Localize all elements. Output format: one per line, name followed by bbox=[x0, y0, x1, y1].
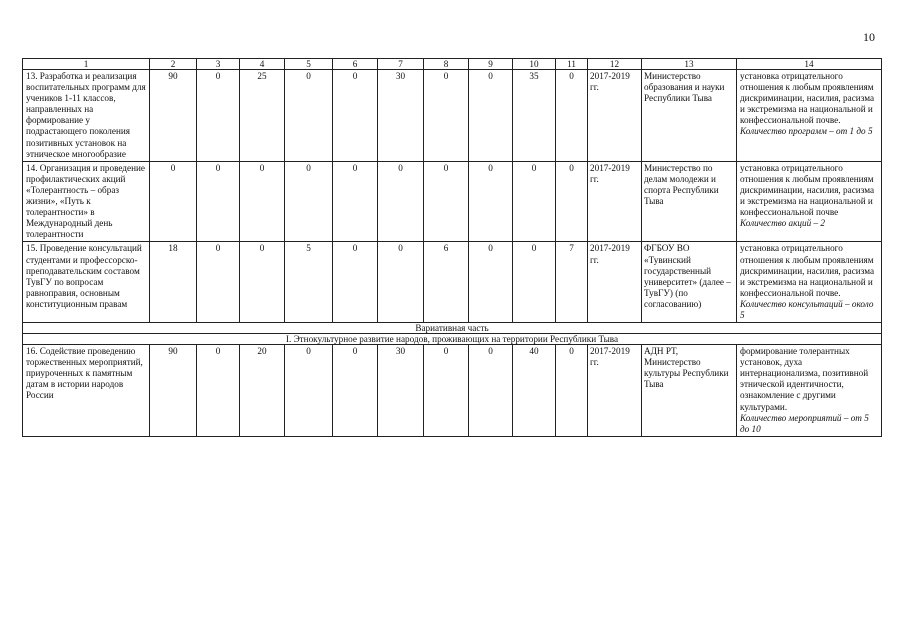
value-cell: 30 bbox=[378, 70, 424, 162]
value-cell: 0 bbox=[333, 161, 378, 242]
result-text: установка отрицательного отношения к любым проявлениям дискриминации, насилия, расизма и экстремизма на национальной и конфессиональной почве. bbox=[740, 71, 875, 126]
value-cell: 0 bbox=[469, 345, 513, 437]
period-cell: 2017-2019 гг. bbox=[588, 242, 642, 323]
table-row bbox=[23, 70, 882, 162]
value-cell: 0 bbox=[469, 70, 513, 162]
value-cell: 0 bbox=[285, 345, 333, 437]
value-cell: 0 bbox=[556, 161, 588, 242]
value-cell: 0 bbox=[513, 161, 556, 242]
program-table bbox=[22, 58, 882, 437]
executor-cell: Министерство по делам молодежи и спорта Республики Тыва bbox=[642, 161, 737, 242]
value-cell: 0 bbox=[197, 242, 240, 323]
subsection-row bbox=[23, 334, 882, 345]
executor-cell: ФГБОУ ВО «Тувинский государственный университет» (далее – ТувГУ) (по согласованию) bbox=[642, 242, 737, 323]
value-cell: 5 bbox=[285, 242, 333, 323]
col-header: 12 bbox=[588, 59, 642, 70]
col-header: 9 bbox=[469, 59, 513, 70]
value-cell: 18 bbox=[150, 242, 197, 323]
activity-name: 14. Организация и проведение профилактических акций «Толерантность – образ жизни», «Путь к толерантности» в Международный день толерантности bbox=[23, 161, 150, 242]
result-cell bbox=[737, 161, 882, 242]
value-cell: 0 bbox=[197, 70, 240, 162]
value-cell: 0 bbox=[240, 161, 285, 242]
result-cell bbox=[737, 345, 882, 437]
period-cell: 2017-2019 гг. bbox=[588, 161, 642, 242]
value-cell: 0 bbox=[197, 161, 240, 242]
value-cell: 0 bbox=[197, 345, 240, 437]
value-cell: 0 bbox=[513, 242, 556, 323]
result-note: Количество мероприятий – от 5 до 10 bbox=[740, 412, 869, 434]
result-note: Количество программ – от 1 до 5 bbox=[740, 126, 873, 137]
result-text: формирование толерантных установок, духа интернационализма, позитивной этнической идентичности, ознакомление с другими культурами. bbox=[740, 346, 869, 412]
value-cell: 0 bbox=[150, 161, 197, 242]
col-header: 14 bbox=[737, 59, 882, 70]
value-cell: 30 bbox=[378, 345, 424, 437]
value-cell: 0 bbox=[285, 161, 333, 242]
value-cell: 40 bbox=[513, 345, 556, 437]
value-cell: 0 bbox=[333, 242, 378, 323]
value-cell: 0 bbox=[240, 242, 285, 323]
value-cell: 7 bbox=[556, 242, 588, 323]
value-cell: 0 bbox=[333, 70, 378, 162]
period-cell: 2017-2019 гг. bbox=[588, 345, 642, 437]
col-header: 5 bbox=[285, 59, 333, 70]
value-cell: 90 bbox=[150, 70, 197, 162]
value-cell: 0 bbox=[556, 70, 588, 162]
col-header: 13 bbox=[642, 59, 737, 70]
col-header: 4 bbox=[240, 59, 285, 70]
page-number: 10 bbox=[863, 30, 875, 44]
table-body-sections bbox=[23, 323, 882, 345]
table-body-main bbox=[23, 70, 882, 323]
value-cell: 6 bbox=[424, 242, 469, 323]
activity-name: 15. Проведение консультаций студентами и профессорско-преподавательским составом ТувГУ по вопросам равноправия, основным конституционным правам bbox=[23, 242, 150, 323]
result-cell bbox=[737, 70, 882, 162]
result-note: Количество консультаций – около 5 bbox=[740, 298, 874, 320]
col-header: 6 bbox=[333, 59, 378, 70]
result-text: установка отрицательного отношения к любым проявлениям дискриминации, насилия, расизма и экстремизма на национальной и конфессиональной почве. bbox=[740, 243, 875, 298]
result-text: установка отрицательного отношения к любым проявлениям дискриминации, насилия, расизма и экстремизма на национальной и конфессиональной почве bbox=[740, 162, 875, 218]
value-cell: 0 bbox=[285, 70, 333, 162]
value-cell: 90 bbox=[150, 345, 197, 437]
result-cell bbox=[737, 242, 882, 323]
col-header: 1 bbox=[23, 59, 150, 70]
subsection-title: I. Этнокультурное развитие народов, проживающих на территории Республики Тыва bbox=[23, 334, 882, 345]
executor-cell: Министерство образования и науки Республики Тыва bbox=[642, 70, 737, 162]
value-cell: 25 bbox=[240, 70, 285, 162]
value-cell: 0 bbox=[333, 345, 378, 437]
activity-name: 13. Разработка и реализация воспитательных программ для учеников 1-11 классов, направленных на формирование у подрастающего поколения позитивных установок на этническое многообразие bbox=[23, 70, 150, 162]
value-cell: 20 bbox=[240, 345, 285, 437]
executor-cell: АДН РТ, Министерство культуры Республики Тыва bbox=[642, 345, 737, 437]
value-cell: 0 bbox=[469, 161, 513, 242]
table-row bbox=[23, 345, 882, 437]
value-cell: 35 bbox=[513, 70, 556, 162]
header-row bbox=[23, 59, 882, 70]
table-body-variative bbox=[23, 345, 882, 437]
section-title: Вариативная часть bbox=[23, 323, 882, 334]
col-header: 8 bbox=[424, 59, 469, 70]
value-cell: 0 bbox=[424, 70, 469, 162]
activity-name: 16. Содействие проведению торжественных мероприятий, приуроченных к памятным датам в истории народов России bbox=[23, 345, 150, 437]
col-header: 7 bbox=[378, 59, 424, 70]
table-row bbox=[23, 242, 882, 323]
value-cell: 0 bbox=[378, 161, 424, 242]
table-row bbox=[23, 161, 882, 242]
col-header: 11 bbox=[556, 59, 588, 70]
period-cell: 2017-2019 гг. bbox=[588, 70, 642, 162]
value-cell: 0 bbox=[378, 242, 424, 323]
value-cell: 0 bbox=[469, 242, 513, 323]
col-header: 10 bbox=[513, 59, 556, 70]
col-header: 3 bbox=[197, 59, 240, 70]
section-row bbox=[23, 323, 882, 334]
result-note: Количество акций – 2 bbox=[740, 218, 825, 229]
value-cell: 0 bbox=[556, 345, 588, 437]
value-cell: 0 bbox=[424, 161, 469, 242]
value-cell: 0 bbox=[424, 345, 469, 437]
col-header: 2 bbox=[150, 59, 197, 70]
